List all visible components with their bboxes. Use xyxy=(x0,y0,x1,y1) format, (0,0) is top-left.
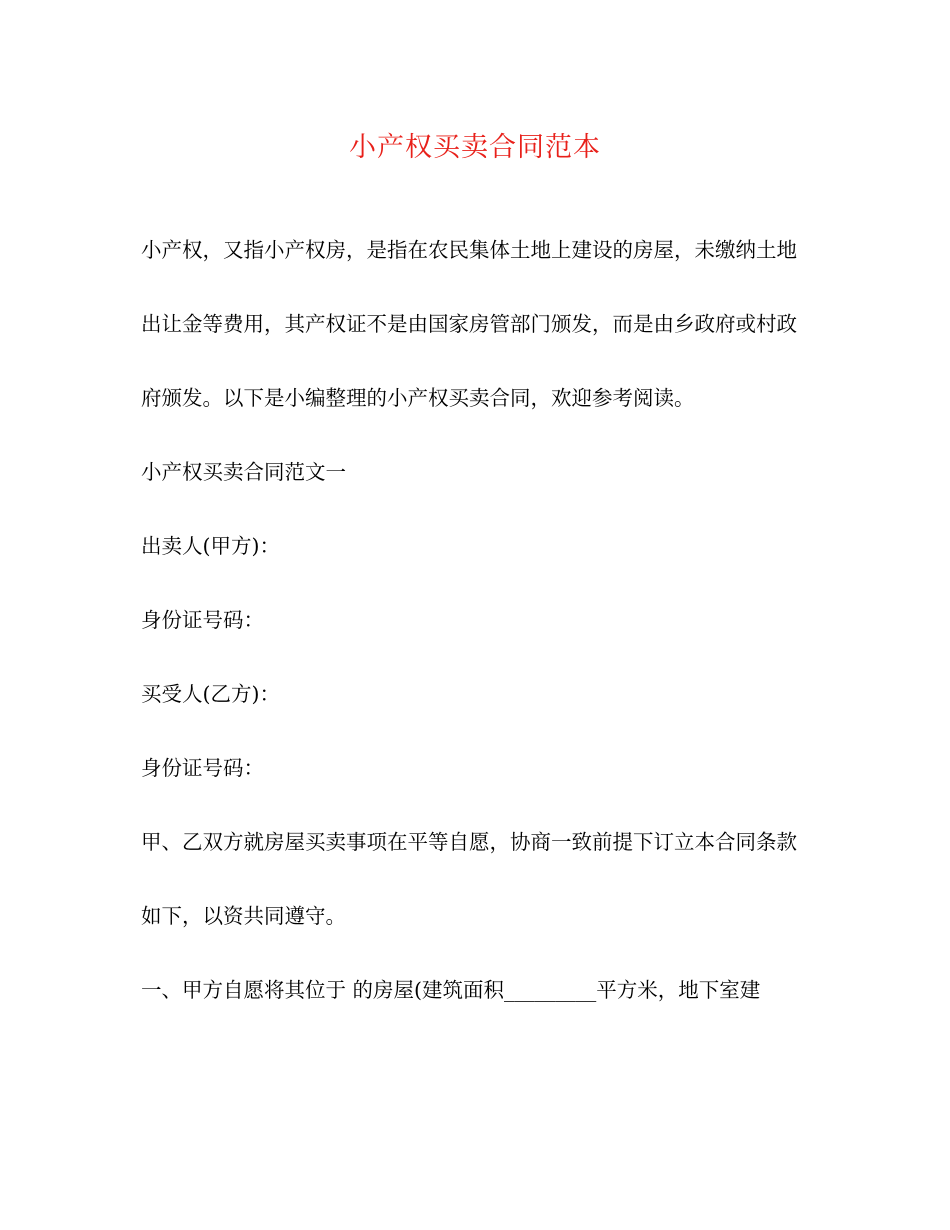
buyer-label: 买受人(乙方)： xyxy=(141,682,280,706)
buyer-id-label: 身份证号码： xyxy=(141,756,264,780)
section-heading: 小产权买卖合同范文一 xyxy=(141,460,346,484)
intro-paragraph: 小产权，又指小产权房，是指在农民集体土地上建设的房屋，未缴纳土地出让金等费用，其产权证不是由国家房管部门颁发，而是由乡政府或村政府颁发。以下是小编整理的小产权买卖合同，欢迎参考阅读。 xyxy=(141,238,797,410)
document-body xyxy=(141,213,813,1027)
clause-one-paragraph: 一、甲方自愿将其位于 的房屋(建筑面积_________平方米，地下室建 xyxy=(141,978,761,1002)
seller-label: 出卖人(甲方)： xyxy=(141,534,280,558)
document-title: 小产权买卖合同范本 xyxy=(349,132,601,163)
agreement-paragraph: 甲、乙双方就房屋买卖事项在平等自愿，协商一致前提下订立本合同条款如下，以资共同遵守。 xyxy=(141,830,797,928)
seller-id-label: 身份证号码： xyxy=(141,608,264,632)
